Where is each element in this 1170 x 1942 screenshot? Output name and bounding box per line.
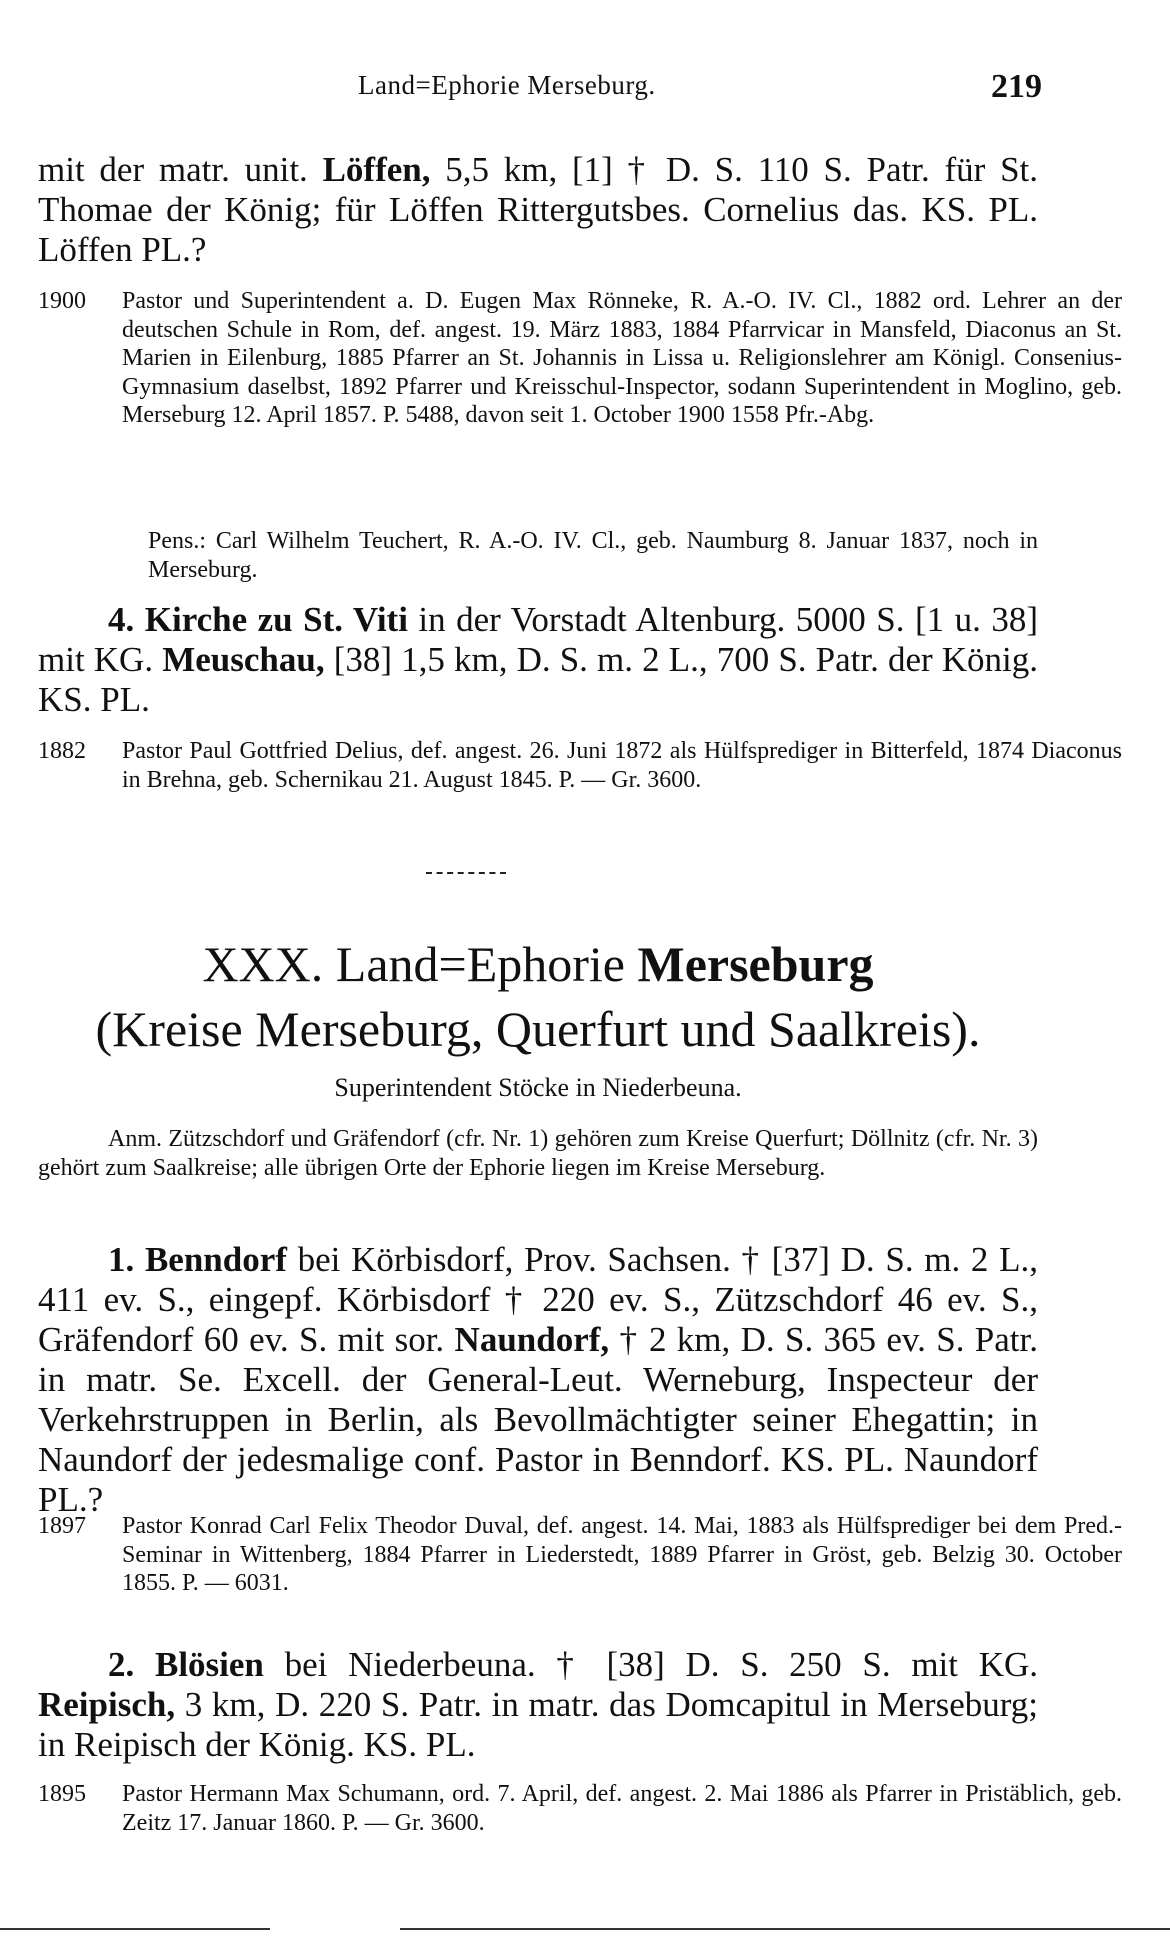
- pastor-entry: [38, 737, 1122, 794]
- section-title-place: Merseburg: [637, 936, 874, 992]
- pension-note: Pens.: Carl Wilhelm Teuchert, R. A.-O. IV. Cl., geb. Naumburg 8. Januar 1837, noch in Merseburg.: [148, 528, 1038, 583]
- entry-text: Pastor Konrad Carl Felix Theodor Duval, def. angest. 14. Mai, 1883 als Hülfsprediger bei dem Pred.-Seminar in Wittenberg, 1884 Pfarrer in Liederstedt, 1889 Pfarrer in Gröst, geb. Belzig 30. October 1855. P. — 6031.: [122, 1513, 1122, 1596]
- running-header: [38, 68, 1042, 108]
- page-number: 219: [991, 68, 1042, 105]
- entry-number: 4.: [108, 600, 135, 639]
- church-name: Kirche zu St. Viti: [144, 600, 408, 639]
- entry-year: 1897: [38, 1513, 86, 1539]
- continuation-paragraph: mit der matr. unit. Löffen, 5,5 km, [1] † D. S. 110 S. Patr. für St. Thomae der König; für Löffen Rittergutsbes. Cornelius das. KS. PL. Löffen PL.?: [38, 150, 1039, 269]
- place-name: Blösien: [154, 1645, 264, 1684]
- pastor-entry: [38, 287, 1122, 430]
- place-name: Reipisch,: [38, 1685, 176, 1724]
- pastor-entry: [38, 1512, 1122, 1598]
- bottom-rule-right: [400, 1928, 1170, 1930]
- entry-text: Pastor Paul Gottfried Delius, def. angest. 26. Juni 1872 als Hülfsprediger in Bitterfeld, 1874 Diaconus in Brehna, geb. Schernikau 21. August 1845. P. — Gr. 3600.: [122, 738, 1122, 793]
- entry-year: 1900: [38, 288, 86, 314]
- section-title: XXX. Land=Ephorie Merseburg: [202, 936, 874, 992]
- place-name: Löffen,: [322, 150, 431, 189]
- section-note: Anm. Zützschdorf und Gräfendorf (cfr. Nr. 1) gehören zum Kreise Querfurt; Döllnitz (cfr. Nr. 3) gehört zum Saalkreise; alle übrigen Orte der Ephorie liegen im Kreise Merseburg.: [38, 1126, 1038, 1181]
- entry-number: 1.: [108, 1240, 135, 1279]
- header-title: Land=Ephorie Merseburg.: [358, 70, 656, 100]
- place-name: Benndorf: [144, 1240, 287, 1279]
- parish-entry-4: 4. Kirche zu St. Viti in der Vorstadt Altenburg. 5000 S. [1 u. 38] mit KG. Meuschau, [38] 1,5 km, D. S. m. 2 L., 700 S. Patr. der König. KS. PL.: [38, 600, 1039, 719]
- section-divider: [426, 872, 506, 874]
- place-name: Naundorf,: [454, 1320, 610, 1359]
- entry-text: Pastor Hermann Max Schumann, ord. 7. April, def. angest. 2. Mai 1886 als Pfarrer in Pristäblich, geb. Zeitz 17. Januar 1860. P. — Gr. 3600.: [122, 1781, 1122, 1836]
- entry-year: 1895: [38, 1781, 86, 1807]
- bottom-rule-left: [0, 1928, 270, 1930]
- superintendent-line: Superintendent Stöcke in Niederbeuna.: [334, 1073, 742, 1102]
- parish-entry-1: 1. Benndorf bei Körbisdorf, Prov. Sachsen. † [37] D. S. m. 2 L., 411 ev. S., eingepf. Körbisdorf † 220 ev. S., Zützschdorf 46 ev. S., Gräfendorf 60 ev. S. mit sor. Naundorf, † 2 km, D. S. 365 ev. S. Patr. in matr. Se. Excell. der General-Leut. Werneburg, Inspecteur der Verkehrstruppen in Berlin, als Bevollmächtigter seiner Ehegattin; in Naundorf der jedesmalige conf. Pastor in Benndorf. KS. PL. Naundorf PL.?: [38, 1240, 1039, 1519]
- place-name: Meuschau,: [162, 640, 325, 679]
- pastor-entry: [38, 1780, 1122, 1837]
- entry-number: 2.: [108, 1645, 135, 1684]
- entry-year: 1882: [38, 738, 86, 764]
- section-subtitle: (Kreise Merseburg, Querfurt und Saalkreis).: [95, 1001, 981, 1057]
- entry-text: Pastor und Superintendent a. D. Eugen Max Rönneke, R. A.-O. IV. Cl., 1882 ord. Lehrer an der deutschen Schule in Rom, def. angest. 19. März 1883, 1884 Pfarrvicar in Mansfeld, Diaconus an St. Marien in Eilenburg, 1885 Pfarrer an St. Johannis in Lissa u. Religionslehrer am Königl. Consenius-Gymnasium daselbst, 1892 Pfarrer und Kreisschul-Inspector, sodann Superintendent in Moglino, geb. Merseburg 12. April 1857. P. 5488, davon seit 1. October 1900 1558 Pfr.-Abg.: [122, 288, 1122, 428]
- parish-entry-2: 2. Blösien bei Niederbeuna. † [38] D. S. 250 S. mit KG. Reipisch, 3 km, D. 220 S. Patr. in matr. das Domcapitul in Merseburg; in Reipisch der König. KS. PL.: [38, 1645, 1039, 1764]
